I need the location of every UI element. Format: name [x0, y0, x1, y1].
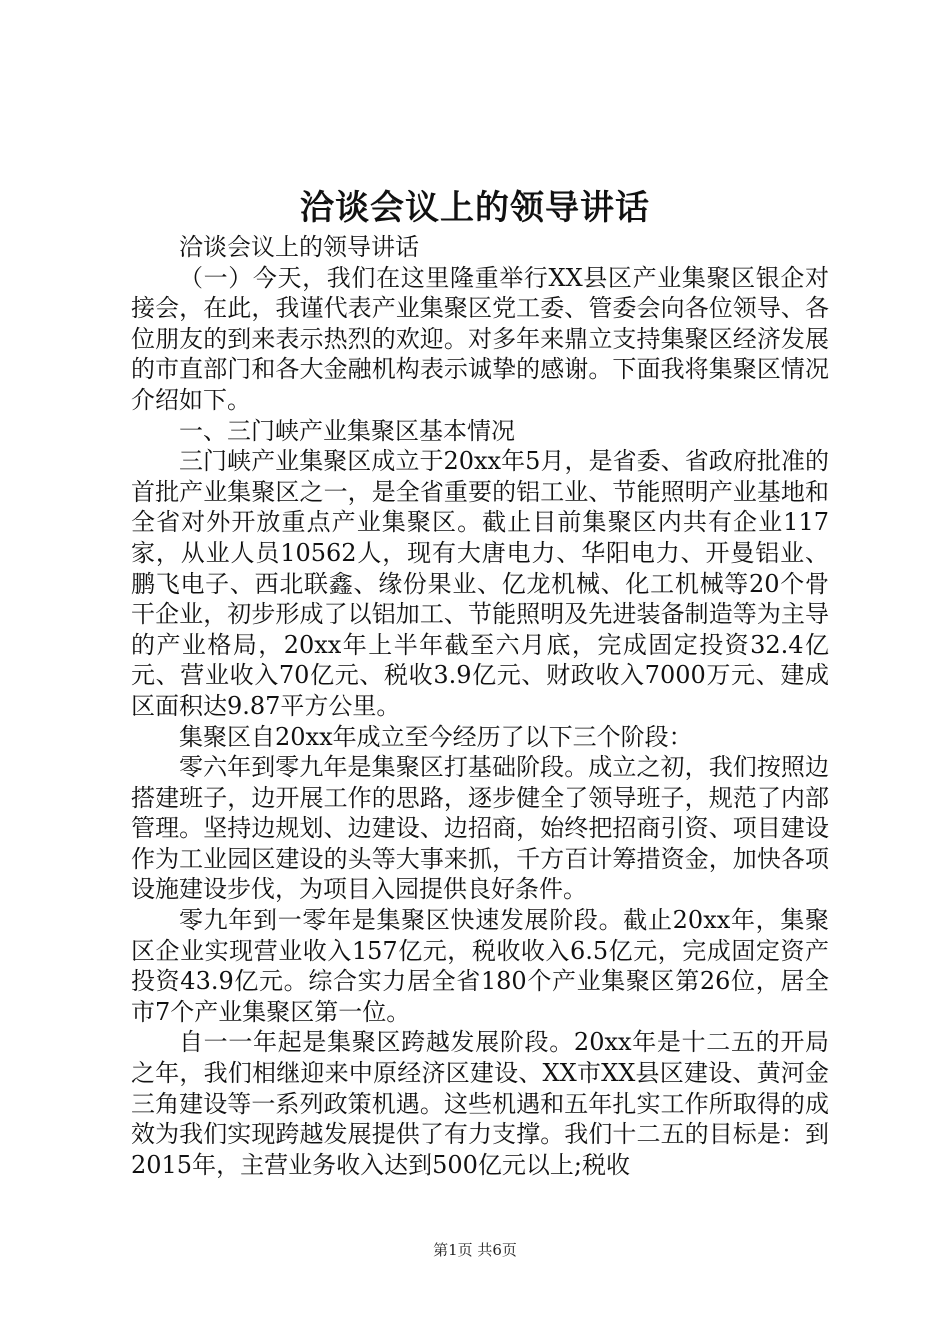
paragraph-opening: （一）今天，我们在这里隆重举行XX县区产业集聚区银企对接会，在此，我谨代表产业集聚区党工委、管委会向各位领导、各位朋友的到来表示热烈的欢迎。对多年来鼎立支持集聚区经济发展的市直部门和各大金融机构表示诚挚的感谢。下面我将集聚区情况介绍如下。 [131, 263, 829, 414]
paragraph-subtitle: 洽谈会议上的领导讲话 [179, 233, 419, 261]
document-body [131, 232, 829, 1180]
document-title: 洽谈会议上的领导讲话 [300, 188, 650, 228]
paragraph-stage-three: 自一一年起是集聚区跨越发展阶段。20xx年是十二五的开局之年，我们相继迎来中原经济区建设、XX市XX县区建设、黄河金三角建设等一系列政策机遇。这些机遇和五年扎实工作所取得的成效为我们实现跨越发展提供了有力支撑。我们十二五的目标是：到2015年，主营业务收入达到500亿元以上;税收 [131, 1028, 829, 1179]
paragraph-stage-one: 零六年到零九年是集聚区打基础阶段。成立之初，我们按照边搭建班子，边开展工作的思路，逐步健全了领导班子，规范了内部管理。坚持边规划、边建设、边招商，始终把招商引资、项目建设作为工业园区建设的头等大事来抓，千方百计筹措资金，加快各项设施建设步伐，为项目入园提供良好条件。 [131, 753, 829, 904]
paragraph-overview: 三门峡产业集聚区成立于20xx年5月，是省委、省政府批准的首批产业集聚区之一，是全省重要的铝工业、节能照明产业基地和全省对外开放重点产业集聚区。截止目前集聚区内共有企业117家，从业人员10562人，现有大唐电力、华阳电力、开曼铝业、鹏飞电子、西北联鑫、缘份果业、亿龙机械、化工机械等20个骨干企业，初步形成了以铝加工、节能照明及先进装备制造等为主导的产业格局，20xx年上半年截至六月底，完成固定投资32.4亿元、营业收入70亿元、税收3.9亿元、财政收入7000万元、建成区面积达9.87平方公里。 [131, 447, 829, 720]
paragraph-stages-intro: 集聚区自20xx年成立至今经历了以下三个阶段： [179, 722, 693, 751]
paragraph-stage-two: 零九年到一零年是集聚区快速发展阶段。截止20xx年，集聚区企业实现营业收入157亿元，税收收入6.5亿元，完成固定资产投资43.9亿元。综合实力居全省180个产业集聚区第26位，居全市7个产业集聚区第一位。 [131, 906, 829, 1026]
section-heading: 一、三门峡产业集聚区基本情况 [179, 416, 515, 445]
page-footer: 第1页 共6页 [433, 1241, 517, 1259]
